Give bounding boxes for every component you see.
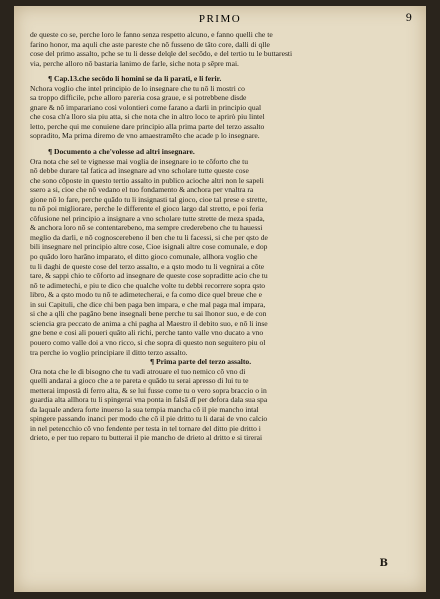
signature-mark: B [379, 558, 388, 569]
text-line: da laquale andera forte inuerso la sua tempia mancha cō il pie mancho intal [30, 404, 259, 414]
running-title: PRIMO [198, 13, 242, 25]
text-line: guardia alta allhora tu li spingerai vna ponta in falsā dī per defora dala sua spa [30, 395, 268, 405]
text-line: & anchora loro nō se contentarebeno, ma sempre crederebeno che tu hauessi [30, 223, 263, 233]
text-line: ssero a si, cioe che nō vedano el tuo fondamento & anchora per vnaltra ra [30, 185, 254, 195]
pilcrow-icon: ¶ [48, 74, 53, 84]
text-line: Ora nota che le di bisogno che tu vadi atrouare el tuo nemico cō vno di [30, 366, 246, 376]
text-line: farino honor, ma aquli che aste pareste che nō fusseno de tāto core, dalli di qlle [30, 39, 270, 49]
text-line: quelli andarai a gioco che a te pareta e quādo tu serai apresso di lui tu te [30, 376, 249, 386]
text-line: in sui Capituli, che dice chi ben paga ben impara, e che mal paga mal impara, [30, 299, 266, 309]
text-line: metterai impostà di ferro alta, & se lui fusse come tu o vero sopra braccio o in [30, 385, 267, 395]
text-line: in nel petencchio cō vno fendente per testa in tel tornare del ditto pie dritto i [30, 423, 261, 433]
text-line: gione nō lo fare, perche quādo tu li insignasti tal gioco, cioe tal prese e strette, [30, 194, 268, 204]
prima-parte-heading: ¶ Prima parte del terzo assalto. [150, 357, 252, 367]
text-line: po quādo loro harāno imparato, el ditto gioco comunale, allhora voglio che [30, 252, 258, 262]
text-line: che cosa ch'a lloro sia piu atta, si che nota che in altro loco te aprirò piu lintel [30, 112, 265, 122]
paragraph-block1 [30, 30, 406, 68]
text-line: pouero como valle doi a vno ricco, si che sopra di questo non seguitero piu ol [30, 337, 266, 347]
chapter-13-heading: ¶ Cap.13.che secōdo li homini se da li parati, e li ferir. [48, 74, 222, 84]
text-line: sciencia gra peccato de anima a chi pagha al Maestro il debito suo, e nō li inse [30, 318, 268, 328]
pilcrow-icon: ¶ [48, 147, 53, 157]
text-line: gnare & nō imparariano cosi volontieri come farano a darli in principio qual [30, 102, 262, 112]
text-line: libro, & a qsto modo tu nō te adimetecherai, e fa como dice quel breue che e [30, 290, 262, 300]
text-line: nō debbe durare tal fatica ad insegnare ad vno scholare tutte queste cose [30, 166, 249, 176]
text-line: cōfusione nel principio a insignare a vno scholare tutte strette de meza spada, [30, 213, 265, 223]
documento-heading: ¶ Documento a che'volesse ad altri insegnare. [48, 147, 195, 157]
folio-number: 9 [405, 13, 412, 24]
text-line: drieto, e per tuo reparo tu butterai il pie mancho de drieto al dritto e si tirerai [30, 433, 263, 443]
text-line: via, perche alloro nō bastaria lanimo de farle, siche nota p sēpre mai. [30, 58, 239, 68]
page-text [30, 6, 406, 443]
text-line: letto, perche qui me conuiene dare principio alla prima parte del terzo assalto [30, 121, 265, 131]
text-line: tra perche io voglio principiare il ditto terzo assalto. [30, 347, 188, 357]
text-line: cose del primo assalto, pche se tu li desse delqle del secōdo, e del tertio tu le buttaresti [30, 49, 293, 59]
text-line: Nchora voglio che intel principio de lo insegnare che tu nō li mostri co [30, 83, 245, 93]
text-line: bili insegnare nel principio altre cose, Cioe isignali altre cose comunale, e dop [30, 242, 268, 252]
text-line: sa troppo difficile, pche alloro pareria cosa graue, e si potrebbene disde [30, 93, 247, 103]
text-line: tu nō poi migliorare, perche le differente el gioco largo dal stretto, e poi feria [30, 204, 264, 214]
paragraph-prima-parte [30, 367, 406, 443]
text-line: tu li daghi de queste cose del terzo assalto, e a qsto modo tu li vegnirai a cōte [30, 261, 265, 271]
text-line: tare, & sappi chio te cōforto ad insegnare de queste cose sopraditte acio che tu [30, 271, 268, 281]
paragraph-cap13 [30, 84, 406, 141]
book-page [14, 6, 426, 592]
text-line: si che a qlli che pagāno bene insegnali bene perche tu sai lhonor suo, e de con [30, 309, 267, 319]
text-line: Ora nota che sel te vignesse mai voglia de insegnare io te cōforto che tu [30, 156, 249, 166]
text-line: gne bene e cosi ali poueri quāto ali richi, perche tanto valle vno ducato a vno [30, 328, 264, 338]
text-line: de queste co se, perche loro le fanno senza respetto alcuno, e fanno quelli che te [30, 30, 273, 39]
pilcrow-icon: ¶ [150, 357, 155, 367]
text-line: sopradito, Ma prima diremo de vno amaestramēto che acade p lo insegnare. [30, 131, 260, 141]
text-line: meglio da darli, e nō cognoscerebeno il ben che tu li facessi, si che per qsto de [30, 232, 268, 242]
text-line: spingere passando inanci per modo che cō il pie dritto tu li darai de vno calcio [30, 414, 268, 424]
paragraph-documento [30, 157, 406, 357]
text-line: nō te adimetechi, e piu te dico che qualche volte tu debbi recorrere sopra qsto [30, 280, 266, 290]
text-line: che sono cōposte in questo tertio assalto in publico acioche altri non le sapeli [30, 175, 264, 185]
